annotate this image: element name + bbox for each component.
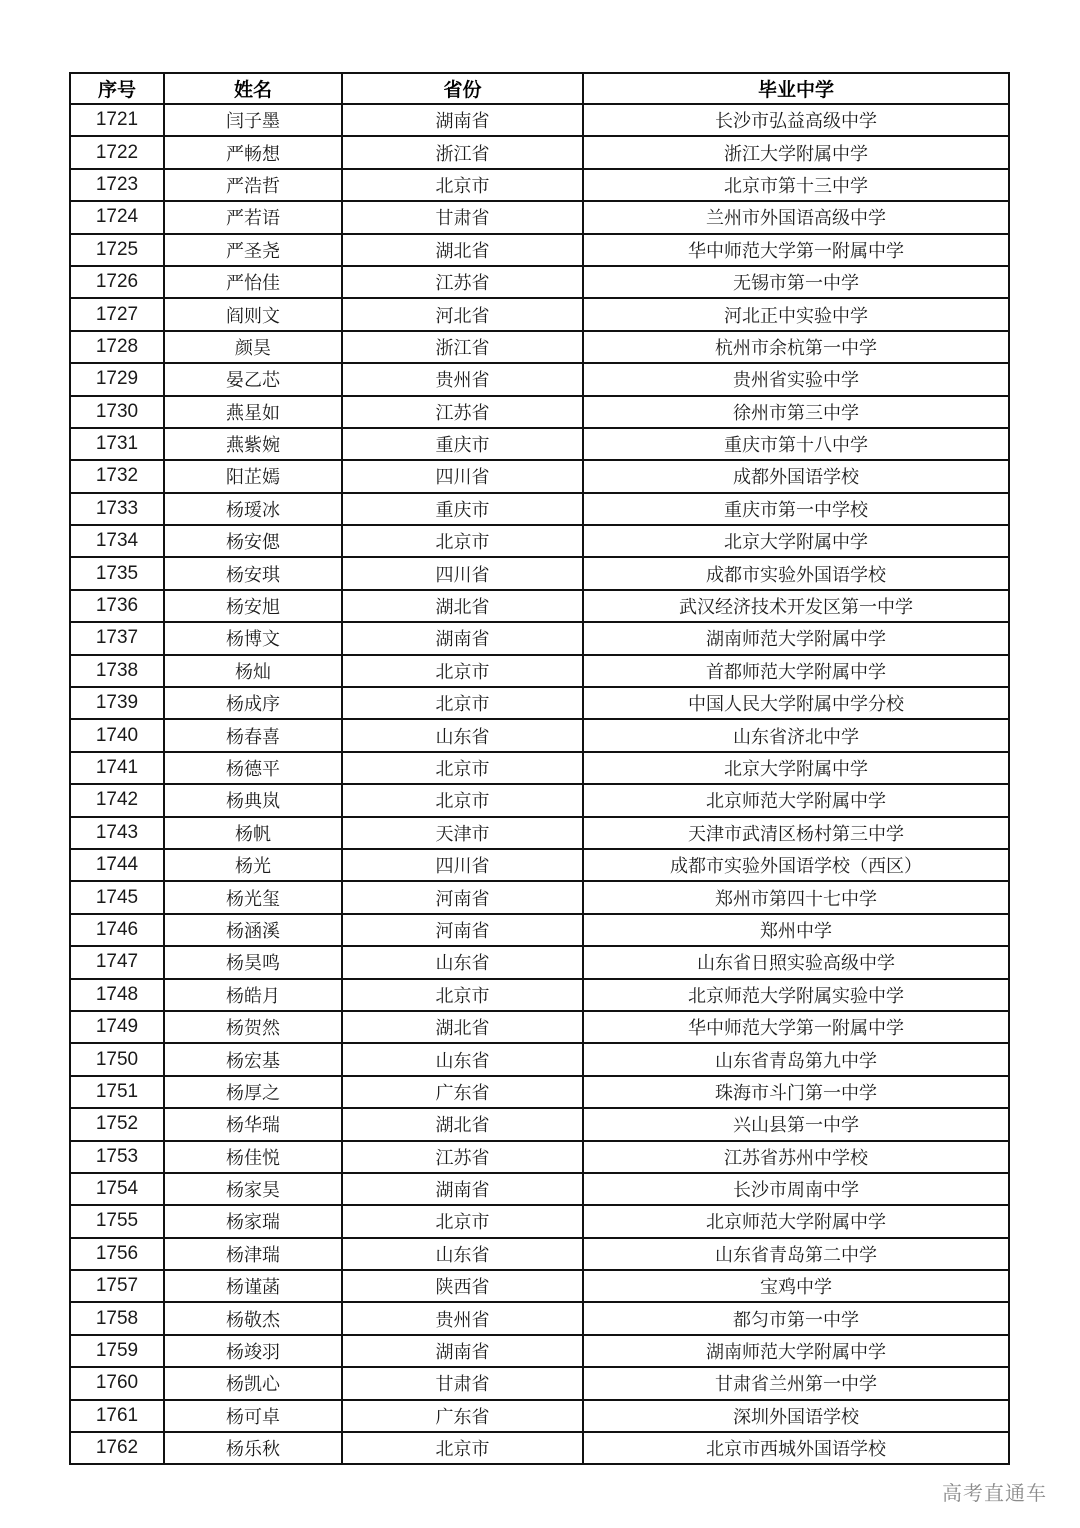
cell-school: 长沙市周南中学 <box>583 1173 1009 1205</box>
cell-no: 1757 <box>70 1270 164 1302</box>
cell-name: 杨谨菡 <box>164 1270 342 1302</box>
cell-province: 北京市 <box>342 687 583 719</box>
cell-province: 四川省 <box>342 557 583 589</box>
cell-no: 1755 <box>70 1205 164 1237</box>
cell-name: 严怡佳 <box>164 266 342 298</box>
cell-province: 广东省 <box>342 1400 583 1432</box>
cell-no: 1728 <box>70 331 164 363</box>
cell-province: 北京市 <box>342 1205 583 1237</box>
cell-school: 重庆市第一中学校 <box>583 493 1009 525</box>
cell-province: 河南省 <box>342 914 583 946</box>
table-row <box>70 849 1009 881</box>
cell-name: 晏乙芯 <box>164 363 342 395</box>
table-row <box>70 752 1009 784</box>
cell-province: 四川省 <box>342 849 583 881</box>
table-row <box>70 1205 1009 1237</box>
cell-name: 杨家瑞 <box>164 1205 342 1237</box>
cell-province: 湖南省 <box>342 104 583 136</box>
cell-name: 杨敬杰 <box>164 1302 342 1334</box>
cell-province: 天津市 <box>342 817 583 849</box>
cell-province: 山东省 <box>342 946 583 978</box>
cell-name: 严圣尧 <box>164 234 342 266</box>
cell-school: 华中师范大学第一附属中学 <box>583 1011 1009 1043</box>
cell-province: 湖南省 <box>342 1335 583 1367</box>
cell-name: 严若语 <box>164 201 342 233</box>
cell-name: 杨安琪 <box>164 557 342 589</box>
cell-school: 甘肃省兰州第一中学 <box>583 1367 1009 1399</box>
cell-no: 1760 <box>70 1367 164 1399</box>
cell-school: 华中师范大学第一附属中学 <box>583 234 1009 266</box>
header-province: 省份 <box>342 73 583 104</box>
cell-name: 杨典岚 <box>164 784 342 816</box>
header-name: 姓名 <box>164 73 342 104</box>
table-row <box>70 817 1009 849</box>
cell-name: 杨瑷冰 <box>164 493 342 525</box>
cell-school: 兰州市外国语高级中学 <box>583 201 1009 233</box>
cell-school: 山东省青岛第二中学 <box>583 1238 1009 1270</box>
cell-name: 杨安旭 <box>164 590 342 622</box>
cell-school: 郑州市第四十七中学 <box>583 881 1009 913</box>
table-row <box>70 298 1009 330</box>
cell-no: 1748 <box>70 979 164 1011</box>
cell-no: 1745 <box>70 881 164 913</box>
cell-school: 成都市实验外国语学校 <box>583 557 1009 589</box>
cell-no: 1759 <box>70 1335 164 1367</box>
cell-name: 杨灿 <box>164 655 342 687</box>
watermark-text: 高考直通车 <box>942 1481 1047 1505</box>
table-row <box>70 1400 1009 1432</box>
cell-province: 甘肃省 <box>342 201 583 233</box>
table-row <box>70 1108 1009 1140</box>
table-row <box>70 169 1009 201</box>
table-row <box>70 946 1009 978</box>
cell-no: 1741 <box>70 752 164 784</box>
cell-province: 北京市 <box>342 525 583 557</box>
cell-no: 1726 <box>70 266 164 298</box>
cell-province: 湖南省 <box>342 622 583 654</box>
table-row <box>70 493 1009 525</box>
cell-province: 河北省 <box>342 298 583 330</box>
cell-school: 郑州中学 <box>583 914 1009 946</box>
cell-school: 北京市第十三中学 <box>583 169 1009 201</box>
table-row <box>70 428 1009 460</box>
cell-school: 北京师范大学附属中学 <box>583 784 1009 816</box>
cell-province: 北京市 <box>342 979 583 1011</box>
table-row <box>70 1367 1009 1399</box>
table-row <box>70 1270 1009 1302</box>
table-row <box>70 979 1009 1011</box>
cell-no: 1753 <box>70 1141 164 1173</box>
cell-no: 1733 <box>70 493 164 525</box>
cell-no: 1731 <box>70 428 164 460</box>
cell-no: 1746 <box>70 914 164 946</box>
cell-no: 1749 <box>70 1011 164 1043</box>
table-row <box>70 460 1009 492</box>
cell-name: 杨宏基 <box>164 1043 342 1075</box>
table-row <box>70 687 1009 719</box>
cell-no: 1754 <box>70 1173 164 1205</box>
cell-name: 杨厚之 <box>164 1076 342 1108</box>
cell-school: 首都师范大学附属中学 <box>583 655 1009 687</box>
cell-province: 贵州省 <box>342 363 583 395</box>
cell-province: 广东省 <box>342 1076 583 1108</box>
cell-school: 都匀市第一中学 <box>583 1302 1009 1334</box>
cell-province: 江苏省 <box>342 266 583 298</box>
table-header-row <box>70 73 1009 104</box>
cell-name: 阎则文 <box>164 298 342 330</box>
table-row <box>70 590 1009 622</box>
table-row <box>70 363 1009 395</box>
cell-no: 1750 <box>70 1043 164 1075</box>
cell-name: 杨可卓 <box>164 1400 342 1432</box>
cell-name: 杨光玺 <box>164 881 342 913</box>
cell-name: 杨帆 <box>164 817 342 849</box>
cell-no: 1727 <box>70 298 164 330</box>
cell-province: 湖北省 <box>342 234 583 266</box>
cell-no: 1729 <box>70 363 164 395</box>
table-row <box>70 1141 1009 1173</box>
table-row <box>70 557 1009 589</box>
table-row <box>70 136 1009 168</box>
student-list-table-container <box>69 72 1008 1465</box>
cell-province: 重庆市 <box>342 428 583 460</box>
cell-no: 1734 <box>70 525 164 557</box>
cell-province: 河南省 <box>342 881 583 913</box>
cell-name: 杨安偲 <box>164 525 342 557</box>
cell-no: 1751 <box>70 1076 164 1108</box>
cell-school: 宝鸡中学 <box>583 1270 1009 1302</box>
table-row <box>70 396 1009 428</box>
cell-no: 1732 <box>70 460 164 492</box>
cell-name: 杨凯心 <box>164 1367 342 1399</box>
cell-province: 北京市 <box>342 655 583 687</box>
cell-school: 深圳外国语学校 <box>583 1400 1009 1432</box>
table-row <box>70 1335 1009 1367</box>
cell-province: 四川省 <box>342 460 583 492</box>
cell-province: 山东省 <box>342 1043 583 1075</box>
cell-school: 山东省日照实验高级中学 <box>583 946 1009 978</box>
cell-province: 山东省 <box>342 719 583 751</box>
table-body <box>70 104 1009 1464</box>
table-row <box>70 719 1009 751</box>
cell-province: 北京市 <box>342 784 583 816</box>
student-list-table <box>69 72 1010 1465</box>
cell-province: 湖南省 <box>342 1173 583 1205</box>
table-row <box>70 1043 1009 1075</box>
table-row <box>70 201 1009 233</box>
cell-school: 北京大学附属中学 <box>583 525 1009 557</box>
header-school: 毕业中学 <box>583 73 1009 104</box>
cell-school: 江苏省苏州中学校 <box>583 1141 1009 1173</box>
cell-no: 1735 <box>70 557 164 589</box>
cell-name: 阳芷嫣 <box>164 460 342 492</box>
cell-no: 1740 <box>70 719 164 751</box>
cell-name: 杨光 <box>164 849 342 881</box>
cell-no: 1730 <box>70 396 164 428</box>
cell-province: 湖北省 <box>342 1108 583 1140</box>
cell-no: 1752 <box>70 1108 164 1140</box>
cell-province: 湖北省 <box>342 590 583 622</box>
table-row <box>70 1302 1009 1334</box>
cell-name: 严浩哲 <box>164 169 342 201</box>
cell-name: 燕紫婉 <box>164 428 342 460</box>
cell-name: 燕星如 <box>164 396 342 428</box>
cell-name: 杨佳悦 <box>164 1141 342 1173</box>
cell-name: 杨博文 <box>164 622 342 654</box>
cell-school: 山东省青岛第九中学 <box>583 1043 1009 1075</box>
cell-school: 北京师范大学附属实验中学 <box>583 979 1009 1011</box>
cell-no: 1721 <box>70 104 164 136</box>
cell-school: 无锡市第一中学 <box>583 266 1009 298</box>
cell-name: 闫子墨 <box>164 104 342 136</box>
cell-school: 浙江大学附属中学 <box>583 136 1009 168</box>
cell-school: 徐州市第三中学 <box>583 396 1009 428</box>
cell-province: 山东省 <box>342 1238 583 1270</box>
cell-no: 1736 <box>70 590 164 622</box>
cell-name: 杨春喜 <box>164 719 342 751</box>
cell-school: 武汉经济技术开发区第一中学 <box>583 590 1009 622</box>
table-row <box>70 784 1009 816</box>
cell-school: 北京大学附属中学 <box>583 752 1009 784</box>
cell-no: 1761 <box>70 1400 164 1432</box>
table-row <box>70 914 1009 946</box>
cell-school: 河北正中实验中学 <box>583 298 1009 330</box>
cell-no: 1724 <box>70 201 164 233</box>
table-row <box>70 1011 1009 1043</box>
cell-province: 贵州省 <box>342 1302 583 1334</box>
cell-province: 重庆市 <box>342 493 583 525</box>
table-row <box>70 655 1009 687</box>
cell-name: 杨乐秋 <box>164 1432 342 1464</box>
table-row <box>70 622 1009 654</box>
cell-name: 杨德平 <box>164 752 342 784</box>
table-row <box>70 104 1009 136</box>
cell-province: 浙江省 <box>342 136 583 168</box>
cell-name: 杨涵溪 <box>164 914 342 946</box>
cell-name: 杨津瑞 <box>164 1238 342 1270</box>
cell-no: 1739 <box>70 687 164 719</box>
cell-province: 北京市 <box>342 752 583 784</box>
table-row <box>70 1238 1009 1270</box>
header-no: 序号 <box>70 73 164 104</box>
table-row <box>70 331 1009 363</box>
cell-province: 甘肃省 <box>342 1367 583 1399</box>
cell-school: 湖南师范大学附属中学 <box>583 622 1009 654</box>
cell-school: 北京师范大学附属中学 <box>583 1205 1009 1237</box>
cell-no: 1743 <box>70 817 164 849</box>
cell-no: 1762 <box>70 1432 164 1464</box>
cell-no: 1744 <box>70 849 164 881</box>
cell-school: 湖南师范大学附属中学 <box>583 1335 1009 1367</box>
cell-school: 北京市西城外国语学校 <box>583 1432 1009 1464</box>
cell-school: 杭州市余杭第一中学 <box>583 331 1009 363</box>
cell-name: 杨华瑞 <box>164 1108 342 1140</box>
cell-name: 杨贺然 <box>164 1011 342 1043</box>
cell-name: 杨皓月 <box>164 979 342 1011</box>
table-row <box>70 1076 1009 1108</box>
cell-province: 江苏省 <box>342 1141 583 1173</box>
cell-province: 陕西省 <box>342 1270 583 1302</box>
cell-no: 1722 <box>70 136 164 168</box>
cell-province: 浙江省 <box>342 331 583 363</box>
cell-name: 杨昊鸣 <box>164 946 342 978</box>
table-row <box>70 525 1009 557</box>
cell-no: 1723 <box>70 169 164 201</box>
table-row <box>70 881 1009 913</box>
table-row <box>70 1173 1009 1205</box>
cell-no: 1738 <box>70 655 164 687</box>
cell-school: 重庆市第十八中学 <box>583 428 1009 460</box>
cell-name: 严畅想 <box>164 136 342 168</box>
cell-no: 1756 <box>70 1238 164 1270</box>
cell-school: 贵州省实验中学 <box>583 363 1009 395</box>
cell-no: 1725 <box>70 234 164 266</box>
cell-name: 杨成序 <box>164 687 342 719</box>
cell-name: 杨家昊 <box>164 1173 342 1205</box>
cell-name: 颜昊 <box>164 331 342 363</box>
cell-no: 1737 <box>70 622 164 654</box>
cell-school: 中国人民大学附属中学分校 <box>583 687 1009 719</box>
cell-no: 1742 <box>70 784 164 816</box>
table-row <box>70 1432 1009 1464</box>
cell-name: 杨竣羽 <box>164 1335 342 1367</box>
cell-province: 北京市 <box>342 1432 583 1464</box>
cell-province: 北京市 <box>342 169 583 201</box>
cell-school: 珠海市斗门第一中学 <box>583 1076 1009 1108</box>
cell-school: 天津市武清区杨村第三中学 <box>583 817 1009 849</box>
cell-school: 长沙市弘益高级中学 <box>583 104 1009 136</box>
cell-school: 成都市实验外国语学校（西区） <box>583 849 1009 881</box>
cell-school: 兴山县第一中学 <box>583 1108 1009 1140</box>
table-row <box>70 266 1009 298</box>
cell-no: 1747 <box>70 946 164 978</box>
cell-school: 成都外国语学校 <box>583 460 1009 492</box>
cell-province: 湖北省 <box>342 1011 583 1043</box>
cell-school: 山东省济北中学 <box>583 719 1009 751</box>
table-row <box>70 234 1009 266</box>
cell-no: 1758 <box>70 1302 164 1334</box>
cell-province: 江苏省 <box>342 396 583 428</box>
